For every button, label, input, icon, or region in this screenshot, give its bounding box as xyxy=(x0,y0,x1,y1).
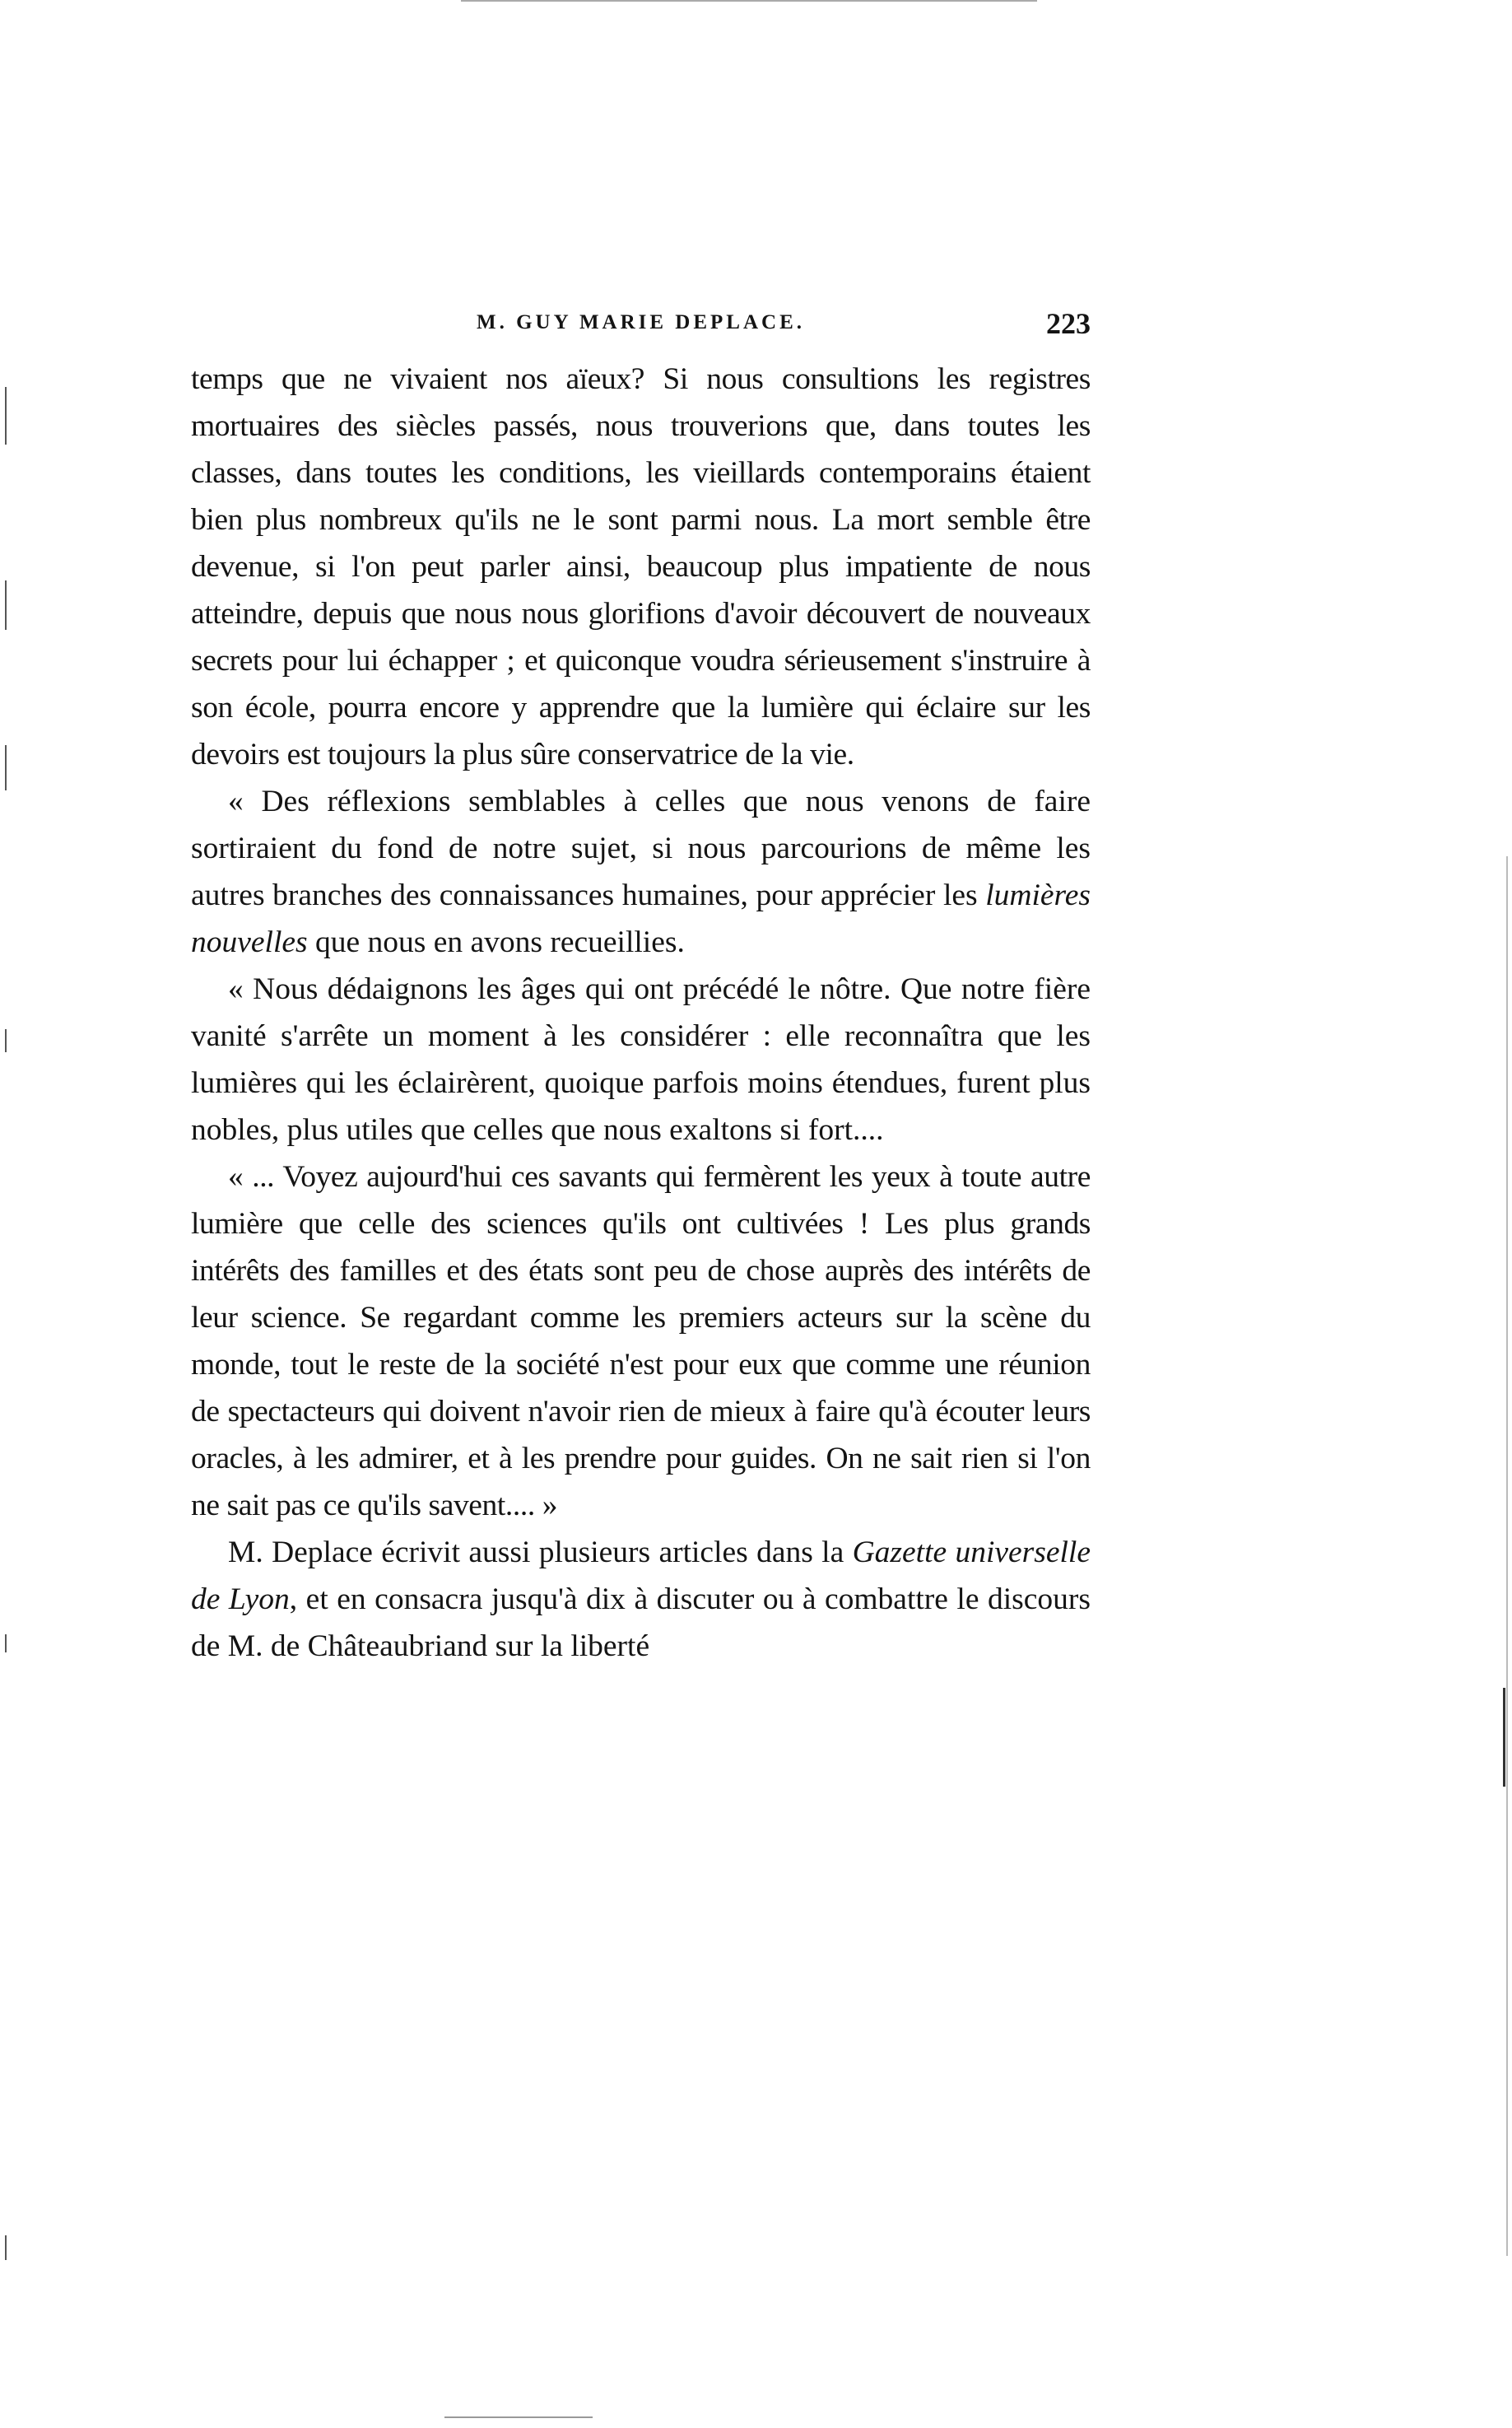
scan-right-edge-mark xyxy=(1503,1688,1505,1787)
paragraph-3: « Nous dédaignons les âges qui ont précédé le nôtre. Que notre fière vanité s'arrête un moment à les considérer : elle reconnaîtra que les lumières qui les éclairèrent, quoique parfois moins étendues, furent plus nobles, plus utiles que celles que nous exaltons si fort.... xyxy=(191,972,1091,1147)
scan-left-edge-mark xyxy=(5,2235,7,2260)
body-text xyxy=(191,356,1091,1670)
scan-left-edge-mark xyxy=(5,745,7,790)
paragraph-5-text: M. Deplace écrivit aussi plusieurs articles dans la xyxy=(228,1536,853,1569)
paragraph-2-italic: lumières nouvelles xyxy=(191,878,1091,959)
paragraph-5-text-end: , et en consacra jusqu'à dix à discuter ou à combattre le discours de M. de Châteaubriand sur la liberté xyxy=(191,1582,1091,1663)
page-header xyxy=(191,306,1091,347)
page-number: 223 xyxy=(1046,307,1091,340)
scan-bottom-rule xyxy=(444,2416,593,2418)
scan-top-rule xyxy=(461,0,1037,2)
paragraph-1: temps que ne vivaient nos aïeux? Si nous consultions les registres mortuaires des siècles passés, nous trouverions que, dans toutes les classes, dans toutes les conditions, les vieillards contemporains étaient bien plus nombreux qu'ils ne le sont parmi nous. La mort semble être devenue, si l'on peut parler ainsi, beaucoup plus impatiente de nous atteindre, depuis que nous nous glorifions d'avoir découvert de nouveaux secrets pour lui échapper ; et quiconque voudra sérieusement s'instruire à son école, pourra encore y apprendre que la lumière qui éclaire sur les devoirs est toujours la plus sûre conservatrice de la vie. xyxy=(191,362,1091,771)
paragraph-2-text-end: que nous en avons recueillies. xyxy=(307,925,685,959)
running-title: M. GUY MARIE DEPLACE. xyxy=(476,311,806,333)
paragraph-5 xyxy=(191,1529,1091,1670)
scan-right-edge-mark xyxy=(1506,856,1508,2256)
paragraph-4: « ... Voyez aujourd'hui ces savants qui fermèrent les yeux à toute autre lumière que celle des sciences qu'ils ont cultivées ! Les plus grands intérêts des familles et des états sont peu de chose auprès des intérêts de leur science. Se regardant comme les premiers acteurs sur la scène du monde, tout le reste de la société n'est pour eux que comme une réunion de spectacteurs qui doivent n'avoir rien de mieux à faire qu'à écouter leurs oracles, à les admirer, et à les prendre pour guides. On ne sait rien si l'on ne sait pas ce qu'ils savent.... » xyxy=(191,1160,1091,1522)
scan-left-edge-mark xyxy=(5,1029,7,1052)
scan-left-edge-mark xyxy=(5,1634,7,1652)
paragraph-2 xyxy=(191,778,1091,966)
scan-left-edge-mark xyxy=(5,580,7,630)
paragraph-2-text: « Des réflexions semblables à celles que nous venons de faire sortiraient du fond de notre sujet, si nous parcourions de même les autres branches des connaissances humaines, pour apprécier les xyxy=(191,785,1091,912)
scan-left-edge-mark xyxy=(5,387,7,445)
paragraph-5-italic: Gazette universelle de Lyon xyxy=(191,1536,1091,1616)
